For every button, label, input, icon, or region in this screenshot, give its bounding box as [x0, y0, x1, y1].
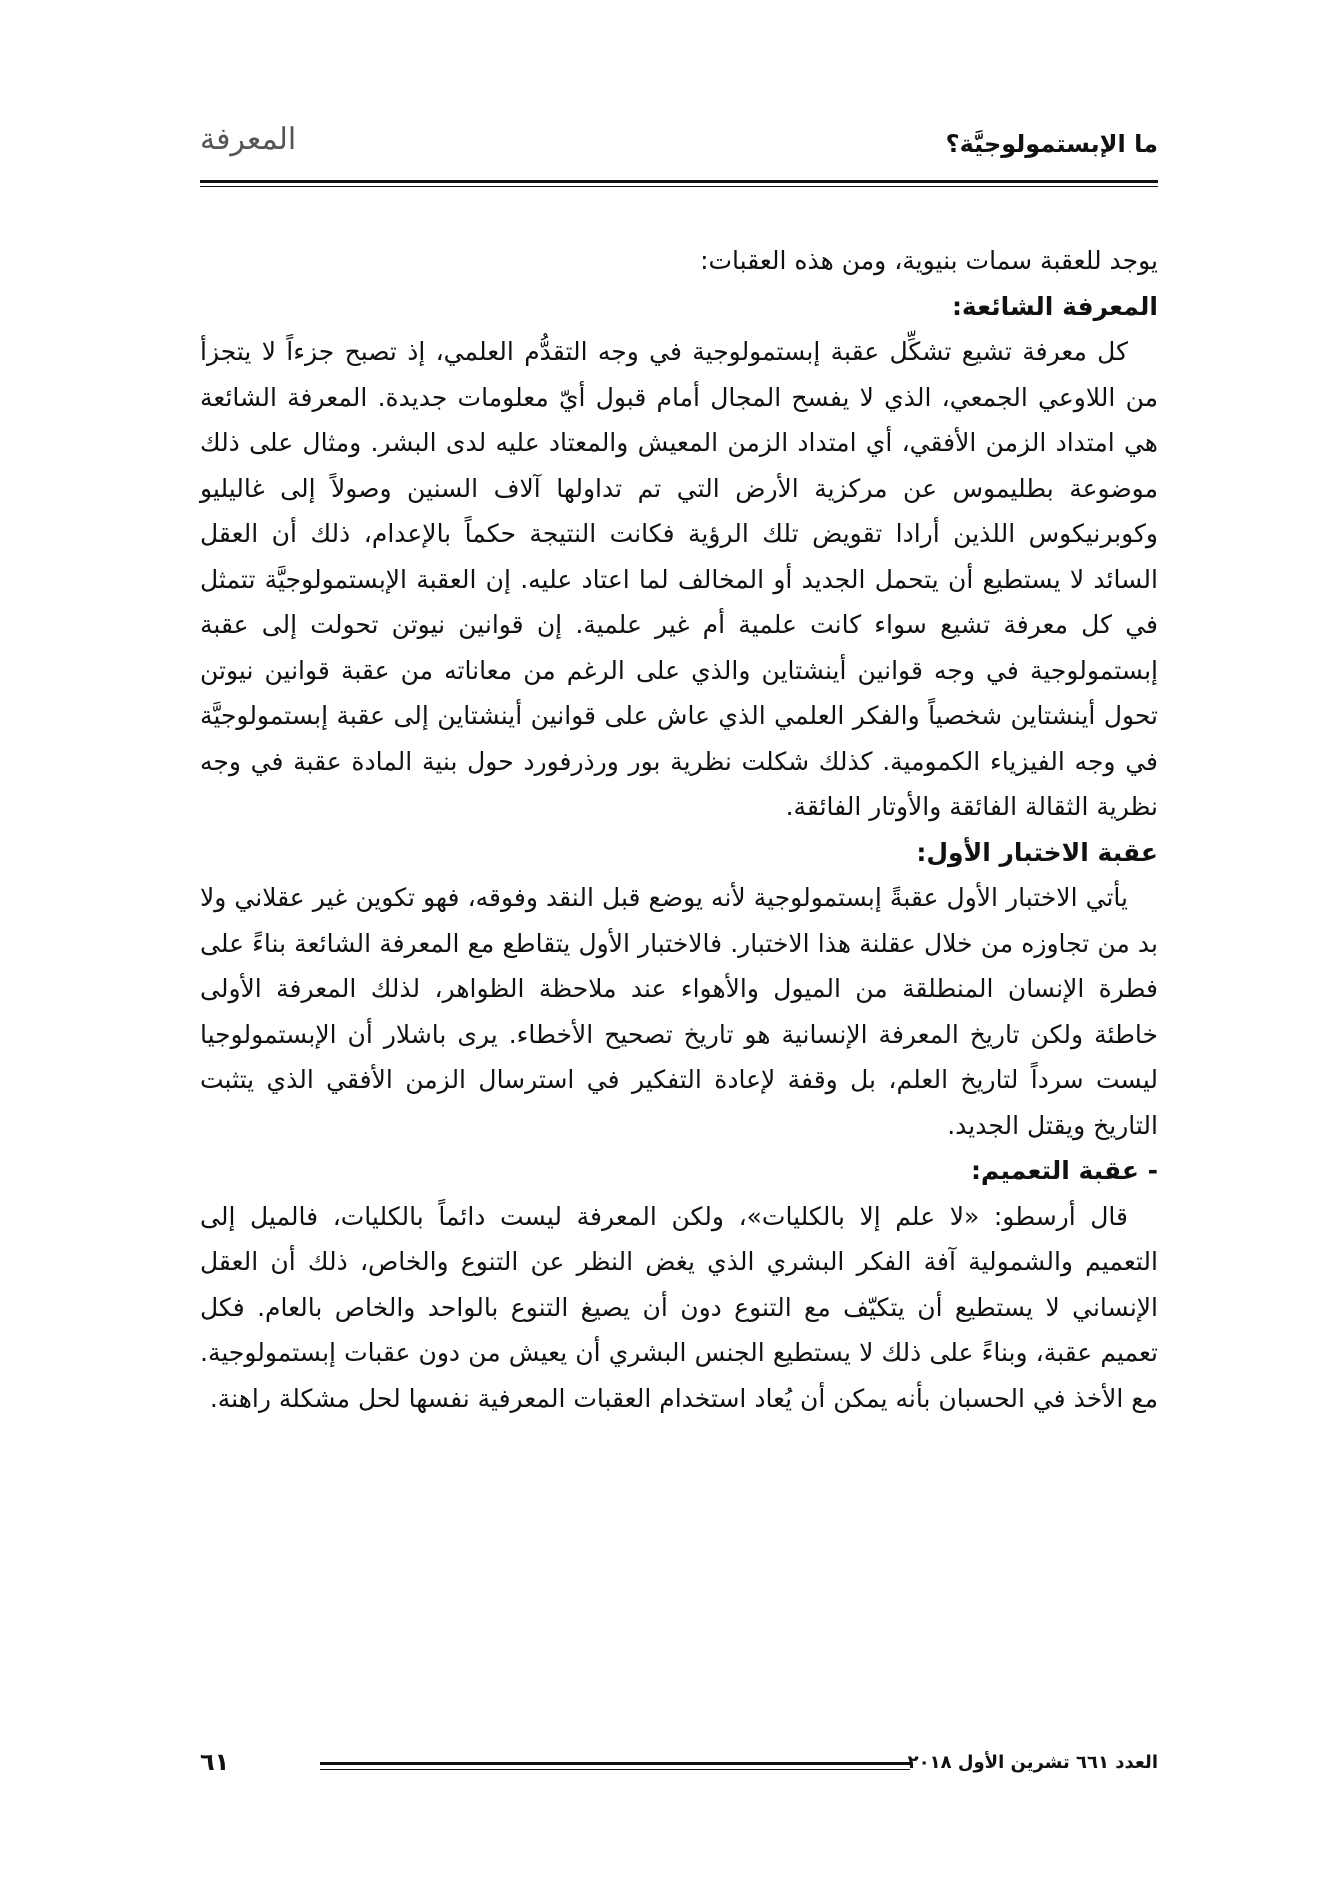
section-heading-common-knowledge: المعرفة الشائعة: — [951, 291, 1158, 321]
paragraph-common-knowledge: كل معرفة تشيع تشكِّل عقبة إبستمولوجية في وجه التقدُّم العلمي، إذ تصبح جزءاً لا يتجزأ من اللاوعي الجمعي، الذي لا يفسح المجال أمام قبول أيّ معلومات جديدة. المعرفة الشائعة هي امتداد الزمن الأفقي، أي امتداد الزمن المعيش والمعتاد عليه لدى البشر. ومثال على ذلك موضوعة بطليموس عن مركزية الأرض التي تم تداولها آلاف السنين وصولاً إلى غاليليو وكوبرنيكوس اللذين أرادا تقويض تلك الرؤية فكانت النتيجة حكماً بالإعدام، ذلك أن العقل السائد لا يستطيع أن يتحمل الجديد أو المخالف لما اعتاد عليه. إن العقبة الإبستمولوجيَّة تتمثل في كل معرفة تشيع سواء كانت علمية أم غير علمية. إن قوانين نيوتن تحولت إلى عقبة إبستمولوجية في وجه قوانين أينشتاين والذي على الرغم من معاناته من عقبة قوانين نيوتن تحول أينشتاين شخصياً والفكر العلمي الذي عاش على قوانين أينشتاين إلى عقبة إبستمولوجيَّة في وجه الفيزياء الكمومية. كذلك شكلت نظرية بور ورذرفورد حول بنية المادة عقبة في وجه نظرية الثقالة الفائقة والأوتار الفائقة. — [200, 337, 1158, 821]
header-rule-thin — [200, 186, 1158, 187]
section-heading-generalization: - عقبة التعميم: — [970, 1156, 1158, 1185]
article-title: ما الإبستمولوجيَّة؟ — [945, 130, 1158, 158]
page-header — [200, 120, 1158, 180]
footer-rule-thin — [320, 1769, 910, 1770]
page-number: ٦١ — [200, 1748, 230, 1776]
page-footer — [200, 1748, 1158, 1788]
intro-paragraph: يوجد للعقبة سمات بنيوية، ومن هذه العقبات: — [700, 246, 1158, 275]
issue-info: العدد ٦٦١ تشرين الأول ٢٠١٨ — [907, 1752, 1158, 1773]
paragraph-first-experience: يأتي الاختبار الأول عقبةً إبستمولوجية لأنه يوضع قبل النقد وفوقه، فهو تكوين غير عقلاني ولا بد من تجاوزه من خلال عقلنة هذا الاختبار. فالاختبار الأول يتقاطع مع المعرفة الشائعة بناءً على فطرة الإنسان المنطلقة من الميول والأهواء عند ملاحظة الظواهر، لذلك المعرفة الأولى خاطئة ولكن تاريخ المعرفة الإنسانية هو تاريخ تصحيح الأخطاء. يرى باشلار أن الإبستمولوجيا ليست سرداً لتاريخ العلم، بل وقفة لإعادة التفكير في استرسال الزمن الأفقي الذي يتثبت التاريخ ويقتل الجديد. — [200, 883, 1158, 1140]
section-heading-first-experience: عقبة الاختبار الأول: — [916, 837, 1158, 867]
footer-rule — [320, 1762, 910, 1765]
paragraph-generalization: قال أرسطو: «لا علم إلا بالكليات»، ولكن المعرفة ليست دائماً بالكليات، فالميل إلى التعميم والشمولية آفة الفكر البشري الذي يغض النظر عن التنوع والخاص، ذلك أن العقل الإنساني لا يستطيع أن يتكيّف مع التنوع دون أن يصيغ التنوع بالواحد والخاص بالعام. فكل تعميم عقبة، وبناءً على ذلك لا يستطيع الجنس البشري أن يعيش من دون عقبات إبستمولوجية. مع الأخذ في الحسبان بأنه يمكن أن يُعاد استخدام العقبات المعرفية نفسها لحل مشكلة راهنة. — [200, 1201, 1158, 1413]
journal-logo: المعرفة — [200, 122, 297, 157]
header-rule — [200, 180, 1158, 183]
article-body — [200, 238, 1158, 1421]
